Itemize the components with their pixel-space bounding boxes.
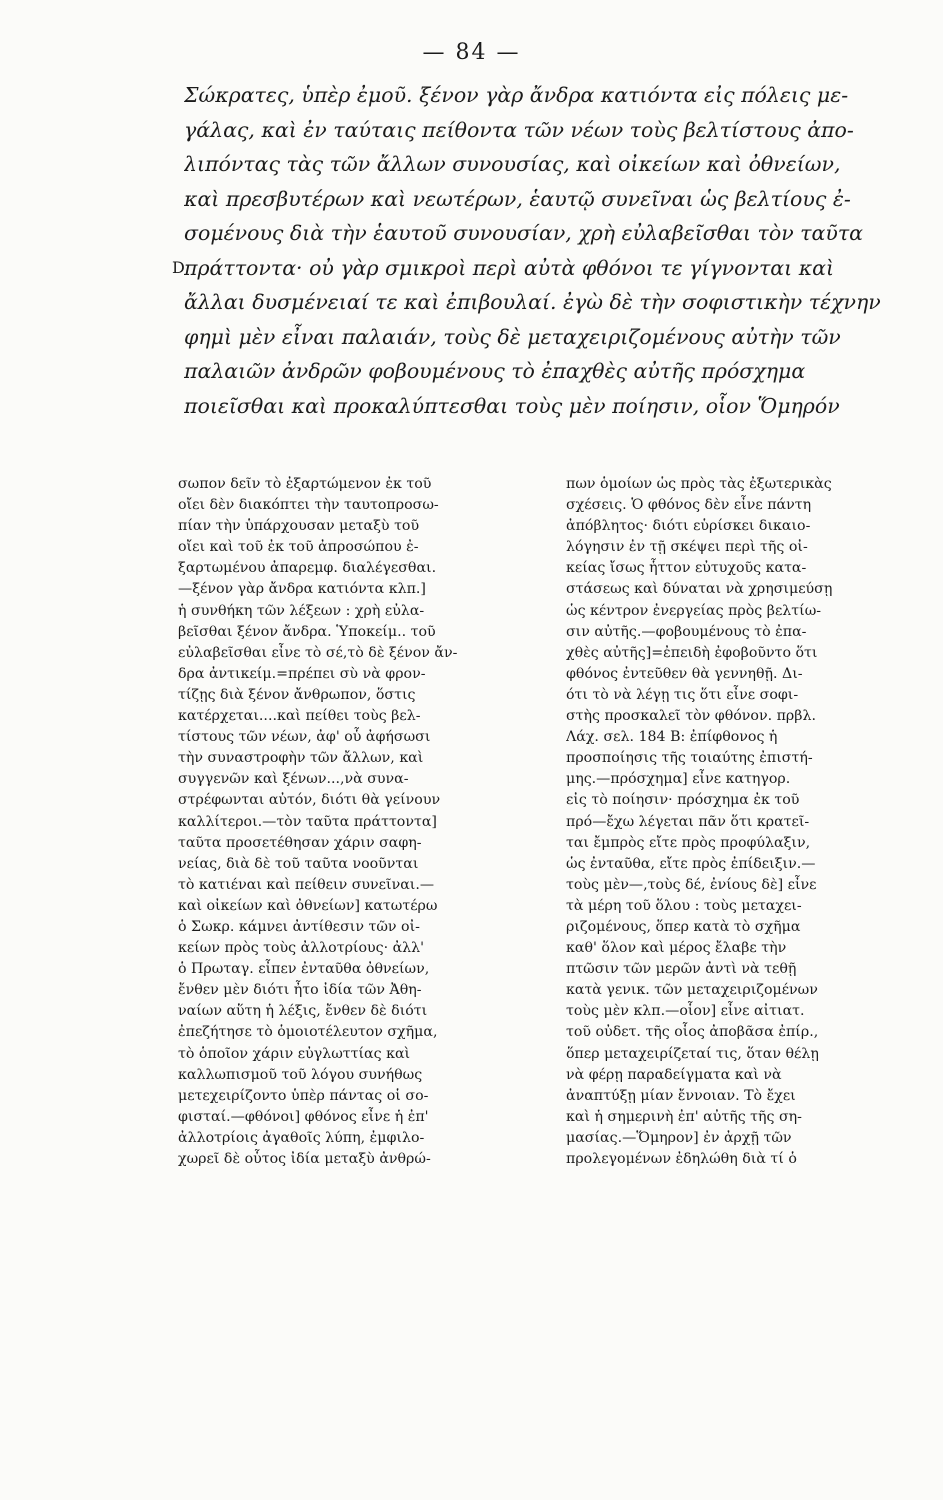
commentary-line: ὅπερ μεταχειρίζεταί τις, ὅταν θέλῃ: [566, 1045, 819, 1062]
commentary-line: κείων πρὸς τοὺς ἀλλοτρίους· ἀλλ': [178, 940, 425, 957]
commentary-line: ἀπόβλητος· διότι εὑρίσκει δικαιο-: [566, 518, 811, 535]
margin-mark: D: [172, 258, 185, 277]
commentary-right-column: [566, 474, 902, 1170]
commentary-line: μετεχειρίζοντο ὑπὲρ πάντας οἱ σο-: [178, 1087, 429, 1104]
commentary-line: ὡς κέντρον ἐνεργείας πρὸς βελτίω-: [566, 602, 822, 619]
commentary-line: καὶ οἰκείων καὶ ὀθνείων] κατωτέρω: [178, 897, 438, 914]
commentary-line: στάσεως καὶ δύναται νὰ χρησιμεύσῃ: [566, 581, 833, 598]
commentary-line: βεῖσθαι ξένον ἄνδρα. Ὑποκείμ.. τοῦ: [178, 623, 436, 640]
main-text-line: ἄλλαι δυσμένειαί τε καὶ ἐπιβουλαί. ἐγὼ δὲ τὴν σοφιστικὴν τέχνην: [184, 290, 881, 314]
commentary-line: ριζομένους, ὅπερ κατὰ τὸ σχῆμα: [566, 918, 801, 935]
commentary-line: ἔνθεν μὲν διότι ἦτο ἰδία τῶν Ἀθη-: [178, 982, 422, 999]
commentary-line: κατὰ γενικ. τῶν μεταχειριζομένων: [566, 982, 818, 999]
commentary-line: χωρεῖ δὲ οὗτος ἰδία μεταξὺ ἀνθρώ-: [178, 1151, 431, 1167]
commentary-line: νείας, διὰ δὲ τοῦ ταῦτα νοοῦνται: [178, 855, 419, 872]
commentary-line: κατέρχεται....καὶ πείθει τοὺς βελ-: [178, 708, 421, 725]
commentary-line: προσποίησις τῆς τοιαύτης ἐπιστή-: [566, 750, 813, 767]
commentary-line: ἀναπτύξῃ μίαν ἔννοιαν. Τὸ ἔχει: [566, 1087, 796, 1104]
commentary-line: μης.—πρόσχημα] εἶνε κατηγορ.: [566, 771, 791, 788]
commentary-line: καλλίτεροι.—τὸν ταῦτα πράττοντα]: [178, 813, 437, 830]
commentary-line: δρα ἀντικείμ.=πρέπει σὺ νὰ φρον-: [178, 665, 426, 682]
commentary-line: στὴς προσκαλεῖ τὸν φθόνον. πρβλ.: [566, 708, 816, 725]
commentary-line: πίαν τὴν ὑπάρχουσαν μεταξὺ τοῦ: [178, 518, 420, 535]
commentary-line: ἐπεζήτησε τὸ ὁμοιοτέλευτον σχῆμα,: [178, 1024, 438, 1041]
main-text: [184, 78, 920, 423]
commentary-line: τοῦ οὐδετ. τῆς οἷος ἀποβᾶσα ἐπίρ.,: [566, 1024, 819, 1041]
commentary-line: νὰ φέρῃ παραδείγματα καὶ νὰ: [566, 1066, 782, 1083]
page-number: — 84 —: [422, 40, 521, 65]
commentary-line: μασίας.—Ὅμηρον] ἐν ἀρχῇ τῶν: [566, 1129, 792, 1146]
commentary-line: λόγησιν ἐν τῇ σκέψει περὶ τῆς οἰ-: [566, 539, 808, 556]
commentary-line: φισταί.—φθόνοι] φθόνος εἶνε ἡ ἐπ': [178, 1108, 429, 1125]
commentary-line: πων ὁμοίων ὡς πρὸς τὰς ἐξωτερικὰς: [566, 476, 832, 492]
main-text-line: φημὶ μὲν εἶναι παλαιάν, τοὺς δὲ μεταχειριζομένους αὐτὴν τῶν: [184, 324, 841, 349]
commentary-line: ὁ Πρωταγ. εἶπεν ἐνταῦθα ὀθνείων,: [178, 961, 430, 978]
main-text-line: πράττοντα· οὐ γὰρ σμικροὶ περὶ αὐτὰ φθόνοι τε γίγνονται καὶ: [184, 255, 835, 280]
commentary-line: ὡς ἐνταῦθα, εἴτε πρὸς ἐπίδειξιν.—: [566, 855, 816, 872]
commentary-line: τοὺς μὲν—,τοὺς δέ, ἐνίους δὲ] εἶνε: [566, 876, 817, 893]
commentary-line: κείας ἴσως ἧττον εὐτυχοῦς κατα-: [566, 560, 807, 577]
main-text-line: γάλας, καὶ ἐν ταύταις πείθοντα τῶν νέων τοὺς βελτίστους ἀπο-: [184, 117, 854, 142]
commentary-line: τὸ ὁποῖον χάριν εὐγλωττίας καὶ: [178, 1045, 411, 1062]
commentary-line: οἴει δὲν διακόπτει τὴν ταυτοπροσω-: [178, 497, 439, 514]
commentary-line: χθὲς αὐτῆς]=ἐπειδὴ ἐφοβοῦντο ὅτι: [566, 644, 818, 661]
commentary-line: καλλωπισμοῦ τοῦ λόγου συνήθως: [178, 1066, 423, 1083]
commentary-line: τίστους τῶν νέων, ἀφ' οὗ ἀφήσωσι: [178, 729, 431, 746]
commentary-line: καθ' ὅλον καὶ μέρος ἔλαβε τὴν: [566, 940, 787, 957]
commentary-line: ξαρτωμένου ἀπαρεμφ. διαλέγεσθαι.: [178, 560, 437, 577]
main-text-line: ποιεῖσθαι καὶ προκαλύπτεσθαι τοὺς μὲν ποίησιν, οἷον Ὅμηρόν: [184, 393, 840, 418]
commentary-line: Λάχ. σελ. 184 B: ἐπίφθονος ἡ: [566, 729, 778, 746]
commentary-line: πρό—ἔχω λέγεται πᾶν ὅτι κρατεῖ-: [566, 813, 810, 830]
commentary-line: οἴει καὶ τοῦ ἐκ τοῦ ἀπροσώπου ἐ-: [178, 539, 419, 556]
commentary-line: σιν αὐτῆς.—φοβουμένους τὸ ἐπα-: [566, 623, 807, 640]
commentary-line: ταῦτα προσετέθησαν χάριν σαφη-: [178, 834, 422, 851]
commentary-line: ναίων αὕτη ἡ λέξις, ἔνθεν δὲ διότι: [178, 1003, 428, 1020]
commentary-line: συγγενῶν καὶ ξένων...,νὰ συνα-: [178, 771, 409, 788]
commentary-line: τοὺς μὲν κλπ.—οἷον] εἶνε αἰτιατ.: [566, 1003, 805, 1020]
commentary-line: ἀλλοτρίοις ἀγαθοῖς λύπη, ἐμφιλο-: [178, 1129, 425, 1146]
commentary-line: εἰς τὸ ποίησιν· πρόσχημα ἐκ τοῦ: [566, 792, 800, 809]
commentary-line: προλεγομένων ἐδηλώθη διὰ τί ὁ: [566, 1151, 797, 1167]
commentary-left-column: [178, 474, 514, 1170]
main-text-line: παλαιῶν ἀνδρῶν φοβουμένους τὸ ἐπαχθὲς αὐτῆς πρόσχημα: [184, 359, 806, 383]
main-text-line: Σώκρατες, ὑπὲρ ἐμοῦ. ξένον γὰρ ἄνδρα κατιόντα εἰς πόλεις με-: [184, 83, 849, 107]
commentary-line: σχέσεις. Ὁ φθόνος δὲν εἶνε πάντη: [566, 497, 812, 514]
commentary-line: τὸ κατιέναι καὶ πείθειν συνεῖναι.—: [178, 876, 435, 893]
commentary-line: ότι τὸ νὰ λέγῃ τις ὅτι εἶνε σοφι-: [566, 686, 799, 703]
commentary-line: τὴν συναστροφὴν τῶν ἄλλων, καὶ: [178, 750, 424, 767]
main-text-line: λιπόντας τὰς τῶν ἄλλων συνουσίας, καὶ οἰκείων καὶ ὀθνείων,: [184, 152, 841, 176]
commentary-line: ἡ συνθήκη τῶν λέξεων : χρὴ εὐλα-: [178, 602, 425, 619]
commentary-line: στρέφωνται αὐτόν, διότι θὰ γείνουν: [178, 792, 441, 809]
commentary-line: —ξένον γὰρ ἄνδρα κατιόντα κλπ.]: [178, 581, 426, 598]
commentary-line: εὐλαβεῖσθαι εἶνε τὸ σέ,τὸ δὲ ξένον ἄν-: [178, 644, 458, 661]
commentary-line: καὶ ἡ σημερινὴ ἐπ' αὐτῆς τῆς ση-: [566, 1108, 802, 1125]
commentary-line: τίζῃς διὰ ξένον ἄνθρωπον, ὅστις: [178, 686, 416, 703]
commentary-line: σωπον δεῖν τὸ ἐξαρτώμενον ἐκ τοῦ: [178, 476, 432, 492]
commentary-line: πτῶσιν τῶν μερῶν ἀντὶ νὰ τεθῇ: [566, 961, 797, 978]
commentary-line: φθόνος ἐντεῦθεν θὰ γεννηθῇ. Δι-: [566, 665, 803, 682]
main-text-line: καὶ πρεσβυτέρων καὶ νεωτέρων, ἑαυτῷ συνεῖναι ὡς βελτίους ἐ-: [184, 186, 851, 211]
main-text-line: σομένους διὰ τὴν ἑαυτοῦ συνουσίαν, χρὴ εὐλαβεῖσθαι τὸν ταῦτα: [184, 221, 864, 245]
commentary-line: τὰ μέρη τοῦ ὅλου : τοὺς μεταχει-: [566, 897, 802, 914]
commentary-line: ται ἔμπρὸς εἴτε πρὸς προφύλαξιν,: [566, 834, 811, 851]
commentary-line: ὁ Σωκρ. κάμνει ἀντίθεσιν τῶν οἰ-: [178, 918, 420, 935]
